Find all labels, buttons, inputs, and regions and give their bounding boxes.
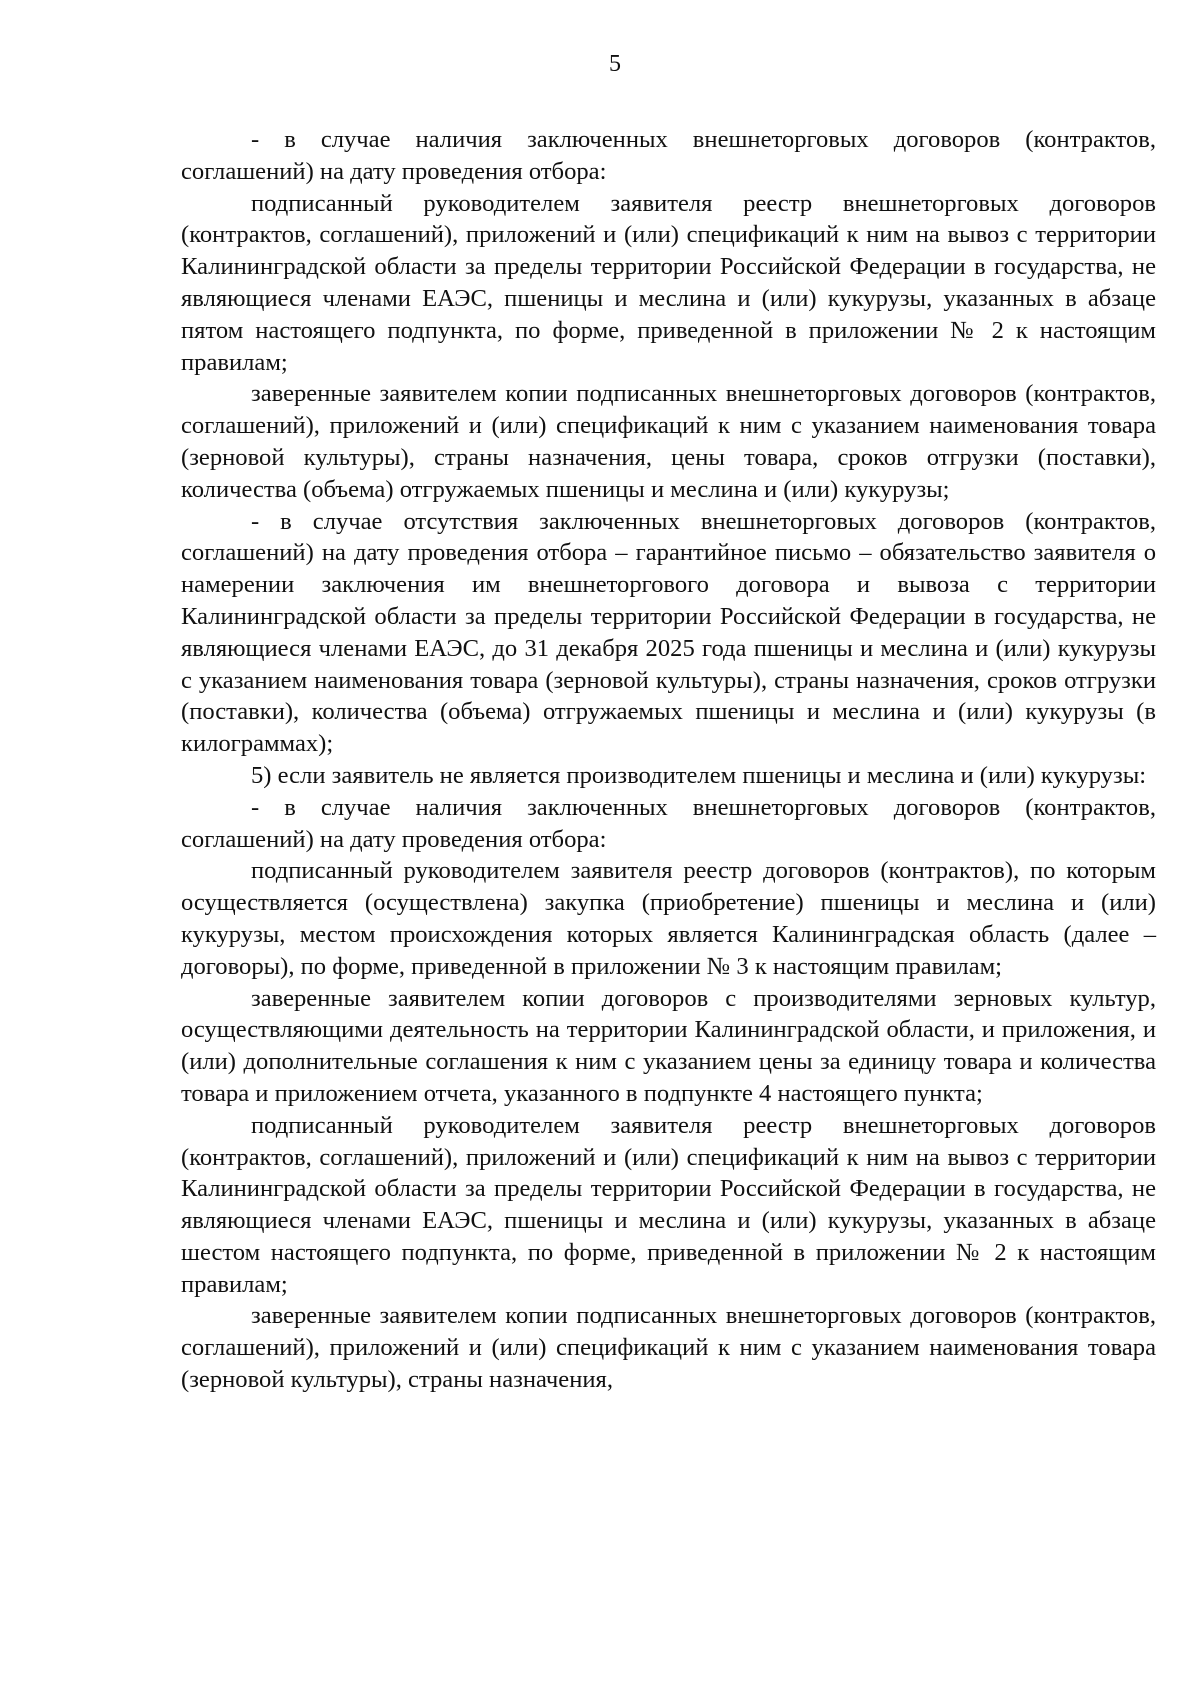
paragraph-9: подписанный руководителем заявителя реестр внешнеторговых договоров (контрактов, соглашений), приложений и (или) спецификаций к ним на вывоз с территории Калининградской области за пределы территории Российской Федерации в государства, не являющиеся членами ЕАЭС, пшеницы и меслина и (или) кукурузы, указанных в абзаце шестом настоящего подпункта, по форме, приведенной в приложении № 2 к настоящим правилам;	[181, 1111, 1156, 1298]
paragraph-5: 5) если заявитель не является производителем пшеницы и меслина и (или) кукурузы:	[251, 761, 1147, 789]
paragraph-4: - в случае отсутствия заключенных внешнеторговых договоров (контрактов, соглашений) на дату проведения отбора – гарантийное письмо – обязательство заявителя о намерении заключения им внешнеторгового договора и вывоза с территории Калининградской области за пределы территории Российской Федерации в государства, не являющиеся членами ЕАЭС, до 31 декабря 2025 года пшеницы и меслина и (или) кукурузы с указанием наименования товара (зерновой культуры), страны назначения, сроков отгрузки (поставки), количества (объема) отгружаемых пшеницы и меслина и (или) кукурузы (в килограммах);	[181, 507, 1156, 758]
paragraph-8: заверенные заявителем копии договоров с производителями зерновых культур, осуществляющими деятельность на территории Калининградской области, и приложения, и (или) дополнительные соглашения к ним с указанием цены за единицу товара и количества товара и приложением отчета, указанного в подпункте 4 настоящего пункта;	[181, 984, 1156, 1107]
paragraph-7: подписанный руководителем заявителя реестр договоров (контрактов), по которым осуществляется (осуществлена) закупка (приобретение) пшеницы и меслина и (или) кукурузы, местом происхождения которых является Калининградская область (далее – договоры), по форме, приведенной в приложении № 3 к настоящим правилам;	[181, 857, 1156, 980]
paragraph-2: подписанный руководителем заявителя реестр внешнеторговых договоров (контрактов, соглашений), приложений и (или) спецификаций к ним на вывоз с территории Калининградской области за пределы территории Российской Федерации в государства, не являющиеся членами ЕАЭС, пшеницы и меслина и (или) кукурузы, указанных в абзаце пятом настоящего подпункта, по форме, приведенной в приложении № 2 к настоящим правилам;	[181, 189, 1156, 376]
document-body	[181, 124, 1156, 1396]
paragraph-3: заверенные заявителем копии подписанных внешнеторговых договоров (контрактов, соглашений), приложений и (или) спецификаций к ним с указанием наименования товара (зерновой культуры), страны назначения, цены товара, сроков отгрузки (поставки), количества (объема) отгружаемых пшеницы и меслина и (или) кукурузы;	[181, 380, 1156, 503]
paragraph-6: - в случае наличия заключенных внешнеторговых договоров (контрактов, соглашений) на дату проведения отбора:	[181, 793, 1156, 853]
page-number: 5	[609, 51, 621, 77]
paragraph-10: заверенные заявителем копии подписанных внешнеторговых договоров (контрактов, соглашений), приложений и (или) спецификаций к ним с указанием наименования товара (зерновой культуры), страны назначения,	[181, 1302, 1156, 1394]
paragraph-1: - в случае наличия заключенных внешнеторговых договоров (контрактов, соглашений) на дату проведения отбора:	[181, 126, 1156, 185]
